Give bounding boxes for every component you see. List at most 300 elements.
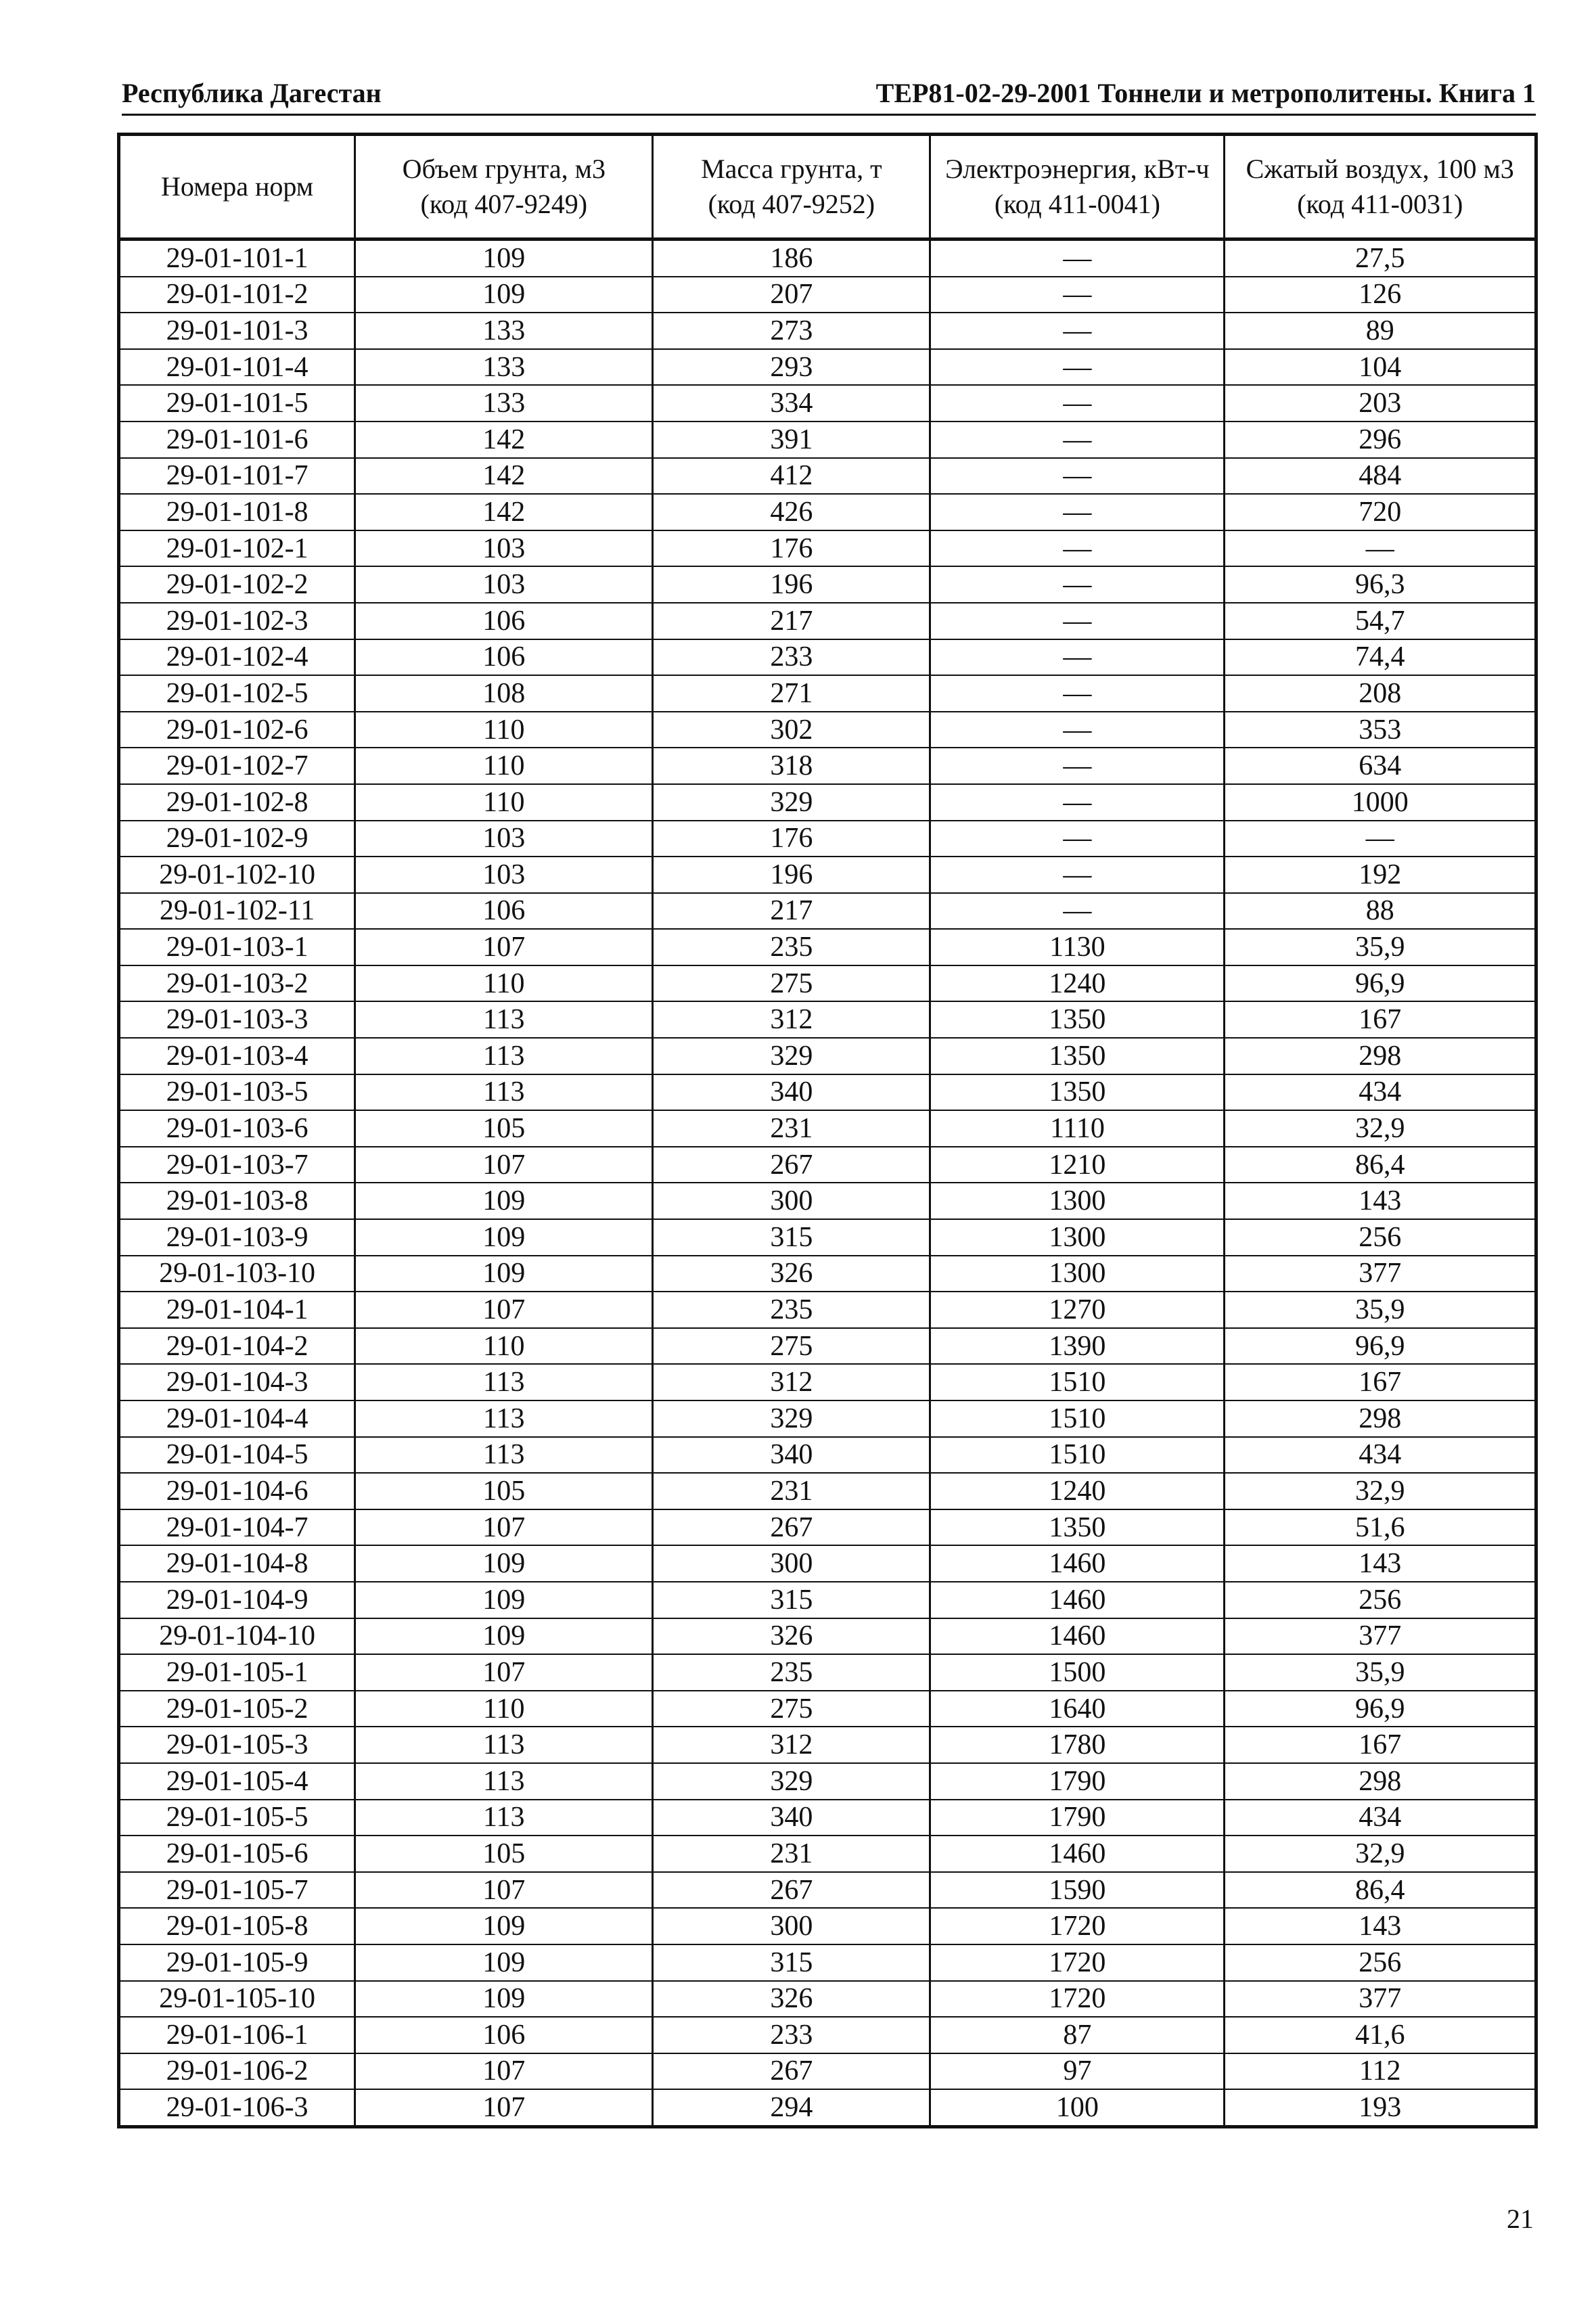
table-row: [119, 1256, 1536, 1292]
table-row: [119, 1836, 1536, 1872]
page-header: [122, 73, 1536, 114]
electricity-cell: 1460: [930, 1836, 1225, 1872]
column-header-line: Сжатый воздух, 100 м3: [1246, 154, 1514, 184]
compressed-air-cell: 51,6: [1225, 1509, 1536, 1546]
soil-volume-cell: 109: [355, 1545, 653, 1582]
soil-volume-cell: 110: [355, 712, 653, 748]
soil-mass-cell: 300: [653, 1545, 930, 1582]
soil-mass-cell: 329: [653, 1763, 930, 1800]
column-header-electricity: [930, 135, 1225, 240]
soil-volume-cell: 109: [355, 1618, 653, 1655]
table-row: [119, 929, 1536, 965]
electricity-cell: 1350: [930, 1509, 1225, 1546]
compressed-air-cell: 167: [1225, 1364, 1536, 1400]
compressed-air-cell: 126: [1225, 277, 1536, 313]
compressed-air-cell: 634: [1225, 748, 1536, 784]
soil-mass-cell: 196: [653, 566, 930, 603]
soil-volume-cell: 133: [355, 349, 653, 386]
soil-mass-cell: 176: [653, 821, 930, 857]
header-row: [119, 135, 1536, 240]
table-row: [119, 1582, 1536, 1618]
soil-mass-cell: 231: [653, 1110, 930, 1147]
compressed-air-cell: 143: [1225, 1545, 1536, 1582]
norm-number-cell: 29-01-105-10: [119, 1981, 355, 2018]
norm-number-cell: 29-01-102-1: [119, 530, 355, 567]
table-row: [119, 1364, 1536, 1400]
compressed-air-cell: 193: [1225, 2089, 1536, 2126]
norm-number-cell: 29-01-105-4: [119, 1763, 355, 1800]
compressed-air-cell: 377: [1225, 1256, 1536, 1292]
table-row: [119, 1727, 1536, 1763]
compressed-air-cell: 377: [1225, 1618, 1536, 1655]
table-row: [119, 1147, 1536, 1183]
soil-mass-cell: 391: [653, 421, 930, 458]
electricity-cell: —: [930, 857, 1225, 893]
norm-number-cell: 29-01-104-6: [119, 1473, 355, 1509]
column-header-code: (код 411-0031): [1297, 189, 1463, 219]
table-row: [119, 857, 1536, 893]
soil-mass-cell: 271: [653, 675, 930, 712]
table-row: [119, 2053, 1536, 2090]
compressed-air-cell: 298: [1225, 1400, 1536, 1437]
norm-number-cell: 29-01-101-4: [119, 349, 355, 386]
soil-volume-cell: 107: [355, 1654, 653, 1691]
soil-mass-cell: 207: [653, 277, 930, 313]
compressed-air-cell: 96,9: [1225, 1691, 1536, 1727]
soil-volume-cell: 103: [355, 857, 653, 893]
soil-mass-cell: 329: [653, 1400, 930, 1437]
table-row: [119, 1328, 1536, 1365]
compressed-air-cell: 256: [1225, 1944, 1536, 1981]
table-body: [119, 240, 1536, 2127]
soil-volume-cell: 109: [355, 1219, 653, 1256]
electricity-cell: —: [930, 458, 1225, 495]
electricity-cell: —: [930, 784, 1225, 821]
table-row: [119, 530, 1536, 567]
table-header: [119, 135, 1536, 240]
norm-number-cell: 29-01-104-4: [119, 1400, 355, 1437]
norm-number-cell: 29-01-105-5: [119, 1800, 355, 1836]
electricity-cell: 1510: [930, 1400, 1225, 1437]
compressed-air-cell: 203: [1225, 385, 1536, 421]
table-row: [119, 1038, 1536, 1074]
table-row: [119, 1473, 1536, 1509]
soil-mass-cell: 233: [653, 2017, 930, 2053]
soil-volume-cell: 109: [355, 1256, 653, 1292]
soil-mass-cell: 231: [653, 1836, 930, 1872]
table-row: [119, 784, 1536, 821]
soil-volume-cell: 142: [355, 421, 653, 458]
soil-mass-cell: 300: [653, 1183, 930, 1219]
compressed-air-cell: 54,7: [1225, 603, 1536, 639]
compressed-air-cell: 35,9: [1225, 1292, 1536, 1328]
norm-number-cell: 29-01-102-11: [119, 893, 355, 930]
table-row: [119, 1219, 1536, 1256]
table-row: [119, 240, 1536, 277]
soil-volume-cell: 110: [355, 1328, 653, 1365]
soil-mass-cell: 329: [653, 784, 930, 821]
soil-volume-cell: 107: [355, 2089, 653, 2126]
table-row: [119, 1074, 1536, 1111]
compressed-air-cell: 377: [1225, 1981, 1536, 2018]
norm-number-cell: 29-01-103-2: [119, 965, 355, 1002]
soil-mass-cell: 275: [653, 965, 930, 1002]
electricity-cell: 1350: [930, 1001, 1225, 1038]
soil-mass-cell: 235: [653, 1654, 930, 1691]
electricity-cell: 1390: [930, 1328, 1225, 1365]
norm-number-cell: 29-01-101-8: [119, 494, 355, 530]
soil-mass-cell: 300: [653, 1908, 930, 1944]
table-row: [119, 1437, 1536, 1474]
soil-volume-cell: 109: [355, 1981, 653, 2018]
norm-number-cell: 29-01-101-5: [119, 385, 355, 421]
norm-number-cell: 29-01-101-7: [119, 458, 355, 495]
column-header-code: (код 411-0041): [994, 189, 1160, 219]
table-row: [119, 349, 1536, 386]
compressed-air-cell: 192: [1225, 857, 1536, 893]
electricity-cell: —: [930, 349, 1225, 386]
compressed-air-cell: 296: [1225, 421, 1536, 458]
soil-volume-cell: 109: [355, 1944, 653, 1981]
compressed-air-cell: 32,9: [1225, 1836, 1536, 1872]
column-header-soil-volume: [355, 135, 653, 240]
soil-volume-cell: 108: [355, 675, 653, 712]
soil-mass-cell: 315: [653, 1582, 930, 1618]
electricity-cell: 100: [930, 2089, 1225, 2126]
compressed-air-cell: 434: [1225, 1800, 1536, 1836]
soil-volume-cell: 113: [355, 1400, 653, 1437]
soil-volume-cell: 107: [355, 929, 653, 965]
soil-mass-cell: 231: [653, 1473, 930, 1509]
table-row: [119, 1618, 1536, 1655]
compressed-air-cell: 35,9: [1225, 1654, 1536, 1691]
table-row: [119, 712, 1536, 748]
norm-number-cell: 29-01-102-2: [119, 566, 355, 603]
electricity-cell: —: [930, 421, 1225, 458]
table-row: [119, 494, 1536, 530]
soil-volume-cell: 105: [355, 1110, 653, 1147]
compressed-air-cell: 434: [1225, 1074, 1536, 1111]
norm-number-cell: 29-01-102-9: [119, 821, 355, 857]
electricity-cell: —: [930, 712, 1225, 748]
norm-number-cell: 29-01-105-3: [119, 1727, 355, 1763]
soil-volume-cell: 113: [355, 1364, 653, 1400]
electricity-cell: 1460: [930, 1545, 1225, 1582]
electricity-cell: 1720: [930, 1908, 1225, 1944]
table-row: [119, 1400, 1536, 1437]
norm-number-cell: 29-01-105-9: [119, 1944, 355, 1981]
table-row: [119, 385, 1536, 421]
electricity-cell: 1790: [930, 1800, 1225, 1836]
column-header-line: Электроэнергия, кВт-ч: [945, 154, 1210, 184]
electricity-cell: —: [930, 385, 1225, 421]
electricity-cell: 1640: [930, 1691, 1225, 1727]
table-row: [119, 1654, 1536, 1691]
soil-mass-cell: 340: [653, 1800, 930, 1836]
norm-number-cell: 29-01-102-3: [119, 603, 355, 639]
soil-mass-cell: 329: [653, 1038, 930, 1074]
electricity-cell: 1270: [930, 1292, 1225, 1328]
table-row: [119, 1545, 1536, 1582]
electricity-cell: 1720: [930, 1981, 1225, 2018]
norm-number-cell: 29-01-102-7: [119, 748, 355, 784]
compressed-air-cell: 74,4: [1225, 639, 1536, 676]
norm-number-cell: 29-01-103-9: [119, 1219, 355, 1256]
electricity-cell: 1110: [930, 1110, 1225, 1147]
soil-volume-cell: 113: [355, 1038, 653, 1074]
soil-volume-cell: 110: [355, 1691, 653, 1727]
soil-mass-cell: 235: [653, 1292, 930, 1328]
table-row: [119, 1800, 1536, 1836]
soil-mass-cell: 275: [653, 1328, 930, 1365]
electricity-cell: —: [930, 566, 1225, 603]
table-row: [119, 1872, 1536, 1909]
soil-mass-cell: 340: [653, 1437, 930, 1474]
column-header-line: Номера норм: [161, 171, 314, 202]
soil-volume-cell: 105: [355, 1473, 653, 1509]
compressed-air-cell: 298: [1225, 1038, 1536, 1074]
compressed-air-cell: 32,9: [1225, 1110, 1536, 1147]
table-row: [119, 1691, 1536, 1727]
table-row: [119, 566, 1536, 603]
table-row: [119, 1001, 1536, 1038]
norm-number-cell: 29-01-105-7: [119, 1872, 355, 1909]
soil-volume-cell: 106: [355, 603, 653, 639]
electricity-cell: 1500: [930, 1654, 1225, 1691]
table-row: [119, 1110, 1536, 1147]
norm-number-cell: 29-01-103-8: [119, 1183, 355, 1219]
table-row: [119, 277, 1536, 313]
table-row: [119, 965, 1536, 1002]
compressed-air-cell: 86,4: [1225, 1872, 1536, 1909]
electricity-cell: 1510: [930, 1437, 1225, 1474]
norm-number-cell: 29-01-102-6: [119, 712, 355, 748]
soil-volume-cell: 103: [355, 530, 653, 567]
compressed-air-cell: 298: [1225, 1763, 1536, 1800]
soil-mass-cell: 340: [653, 1074, 930, 1111]
electricity-cell: 1780: [930, 1727, 1225, 1763]
electricity-cell: —: [930, 494, 1225, 530]
soil-volume-cell: 113: [355, 1800, 653, 1836]
norm-number-cell: 29-01-103-10: [119, 1256, 355, 1292]
soil-volume-cell: 105: [355, 1836, 653, 1872]
soil-mass-cell: 176: [653, 530, 930, 567]
compressed-air-cell: 96,9: [1225, 965, 1536, 1002]
electricity-cell: 1300: [930, 1256, 1225, 1292]
compressed-air-cell: 208: [1225, 675, 1536, 712]
soil-mass-cell: 273: [653, 313, 930, 349]
compressed-air-cell: 96,9: [1225, 1328, 1536, 1365]
compressed-air-cell: 32,9: [1225, 1473, 1536, 1509]
soil-mass-cell: 302: [653, 712, 930, 748]
soil-mass-cell: 293: [653, 349, 930, 386]
compressed-air-cell: 1000: [1225, 784, 1536, 821]
compressed-air-cell: 167: [1225, 1727, 1536, 1763]
table-row: [119, 748, 1536, 784]
norm-number-cell: 29-01-104-7: [119, 1509, 355, 1546]
table-row: [119, 821, 1536, 857]
soil-mass-cell: 312: [653, 1727, 930, 1763]
norm-number-cell: 29-01-104-10: [119, 1618, 355, 1655]
soil-mass-cell: 426: [653, 494, 930, 530]
compressed-air-cell: 167: [1225, 1001, 1536, 1038]
soil-volume-cell: 133: [355, 385, 653, 421]
compressed-air-cell: 484: [1225, 458, 1536, 495]
electricity-cell: 1240: [930, 1473, 1225, 1509]
norm-number-cell: 29-01-103-1: [119, 929, 355, 965]
compressed-air-cell: 256: [1225, 1219, 1536, 1256]
norm-number-cell: 29-01-104-8: [119, 1545, 355, 1582]
norm-number-cell: 29-01-101-3: [119, 313, 355, 349]
electricity-cell: —: [930, 313, 1225, 349]
soil-mass-cell: 334: [653, 385, 930, 421]
electricity-cell: 87: [930, 2017, 1225, 2053]
compressed-air-cell: 353: [1225, 712, 1536, 748]
table-row: [119, 639, 1536, 676]
table-row: [119, 603, 1536, 639]
table-row: [119, 1981, 1536, 2018]
soil-mass-cell: 312: [653, 1001, 930, 1038]
compressed-air-cell: 143: [1225, 1908, 1536, 1944]
compressed-air-cell: 720: [1225, 494, 1536, 530]
table-row: [119, 675, 1536, 712]
page-number: 21: [1507, 2204, 1534, 2234]
soil-volume-cell: 133: [355, 313, 653, 349]
table-row: [119, 1183, 1536, 1219]
norm-number-cell: 29-01-102-8: [119, 784, 355, 821]
soil-mass-cell: 412: [653, 458, 930, 495]
norm-number-cell: 29-01-104-5: [119, 1437, 355, 1474]
column-header-line: Объем грунта, м3: [402, 154, 606, 184]
norm-number-cell: 29-01-105-6: [119, 1836, 355, 1872]
soil-volume-cell: 109: [355, 277, 653, 313]
compressed-air-cell: —: [1225, 821, 1536, 857]
compressed-air-cell: 96,3: [1225, 566, 1536, 603]
electricity-cell: —: [930, 893, 1225, 930]
column-header-code: (код 407-9249): [420, 189, 588, 219]
electricity-cell: —: [930, 603, 1225, 639]
soil-mass-cell: 318: [653, 748, 930, 784]
table-row: [119, 1763, 1536, 1800]
norm-number-cell: 29-01-103-5: [119, 1074, 355, 1111]
compressed-air-cell: 104: [1225, 349, 1536, 386]
norm-number-cell: 29-01-104-9: [119, 1582, 355, 1618]
compressed-air-cell: 256: [1225, 1582, 1536, 1618]
electricity-cell: —: [930, 240, 1225, 277]
soil-mass-cell: 315: [653, 1219, 930, 1256]
column-header-code: (код 407-9252): [708, 189, 875, 219]
column-header-line: Масса грунта, т: [701, 154, 882, 184]
soil-volume-cell: 113: [355, 1437, 653, 1474]
table-row: [119, 1292, 1536, 1328]
soil-mass-cell: 217: [653, 893, 930, 930]
electricity-cell: 1460: [930, 1582, 1225, 1618]
soil-volume-cell: 110: [355, 965, 653, 1002]
table-row: [119, 1944, 1536, 1981]
soil-volume-cell: 110: [355, 748, 653, 784]
soil-mass-cell: 315: [653, 1944, 930, 1981]
region-title: Республика Дагестан: [122, 78, 382, 108]
soil-volume-cell: 113: [355, 1074, 653, 1111]
soil-mass-cell: 235: [653, 929, 930, 965]
soil-volume-cell: 107: [355, 1509, 653, 1546]
norm-number-cell: 29-01-106-3: [119, 2089, 355, 2126]
table-row: [119, 2017, 1536, 2053]
column-header-compressed-air: [1225, 135, 1536, 240]
soil-mass-cell: 196: [653, 857, 930, 893]
soil-mass-cell: 275: [653, 1691, 930, 1727]
norm-number-cell: 29-01-102-10: [119, 857, 355, 893]
table-row: [119, 458, 1536, 495]
soil-volume-cell: 103: [355, 566, 653, 603]
electricity-cell: —: [930, 675, 1225, 712]
compressed-air-cell: —: [1225, 530, 1536, 567]
soil-mass-cell: 186: [653, 240, 930, 277]
electricity-cell: 1460: [930, 1618, 1225, 1655]
table-row: [119, 1908, 1536, 1944]
electricity-cell: —: [930, 277, 1225, 313]
soil-mass-cell: 326: [653, 1981, 930, 2018]
soil-mass-cell: 233: [653, 639, 930, 676]
norms-table: [117, 133, 1538, 2128]
electricity-cell: 1350: [930, 1074, 1225, 1111]
compressed-air-cell: 143: [1225, 1183, 1536, 1219]
norm-number-cell: 29-01-101-2: [119, 277, 355, 313]
soil-volume-cell: 106: [355, 893, 653, 930]
electricity-cell: —: [930, 748, 1225, 784]
table-row: [119, 421, 1536, 458]
norm-number-cell: 29-01-106-2: [119, 2053, 355, 2090]
electricity-cell: 97: [930, 2053, 1225, 2090]
norm-number-cell: 29-01-102-4: [119, 639, 355, 676]
soil-mass-cell: 267: [653, 1147, 930, 1183]
soil-volume-cell: 109: [355, 1582, 653, 1618]
soil-volume-cell: 109: [355, 240, 653, 277]
electricity-cell: 1790: [930, 1763, 1225, 1800]
table-row: [119, 313, 1536, 349]
soil-volume-cell: 107: [355, 1147, 653, 1183]
compressed-air-cell: 89: [1225, 313, 1536, 349]
table-row: [119, 2089, 1536, 2126]
norm-number-cell: 29-01-103-3: [119, 1001, 355, 1038]
soil-volume-cell: 110: [355, 784, 653, 821]
soil-volume-cell: 109: [355, 1908, 653, 1944]
soil-volume-cell: 109: [355, 1183, 653, 1219]
norm-number-cell: 29-01-105-1: [119, 1654, 355, 1691]
soil-volume-cell: 106: [355, 639, 653, 676]
norm-number-cell: 29-01-102-5: [119, 675, 355, 712]
soil-volume-cell: 107: [355, 1872, 653, 1909]
norm-number-cell: 29-01-104-3: [119, 1364, 355, 1400]
compressed-air-cell: 88: [1225, 893, 1536, 930]
soil-mass-cell: 267: [653, 1872, 930, 1909]
norm-number-cell: 29-01-104-1: [119, 1292, 355, 1328]
soil-volume-cell: 142: [355, 458, 653, 495]
compressed-air-cell: 434: [1225, 1437, 1536, 1474]
norm-number-cell: 29-01-103-7: [119, 1147, 355, 1183]
soil-volume-cell: 107: [355, 2053, 653, 2090]
soil-mass-cell: 267: [653, 1509, 930, 1546]
electricity-cell: —: [930, 530, 1225, 567]
table-row: [119, 1509, 1536, 1546]
soil-mass-cell: 217: [653, 603, 930, 639]
compressed-air-cell: 35,9: [1225, 929, 1536, 965]
soil-volume-cell: 106: [355, 2017, 653, 2053]
column-header-norm-number: [119, 135, 355, 240]
norm-number-cell: 29-01-101-6: [119, 421, 355, 458]
soil-volume-cell: 113: [355, 1001, 653, 1038]
soil-mass-cell: 326: [653, 1618, 930, 1655]
